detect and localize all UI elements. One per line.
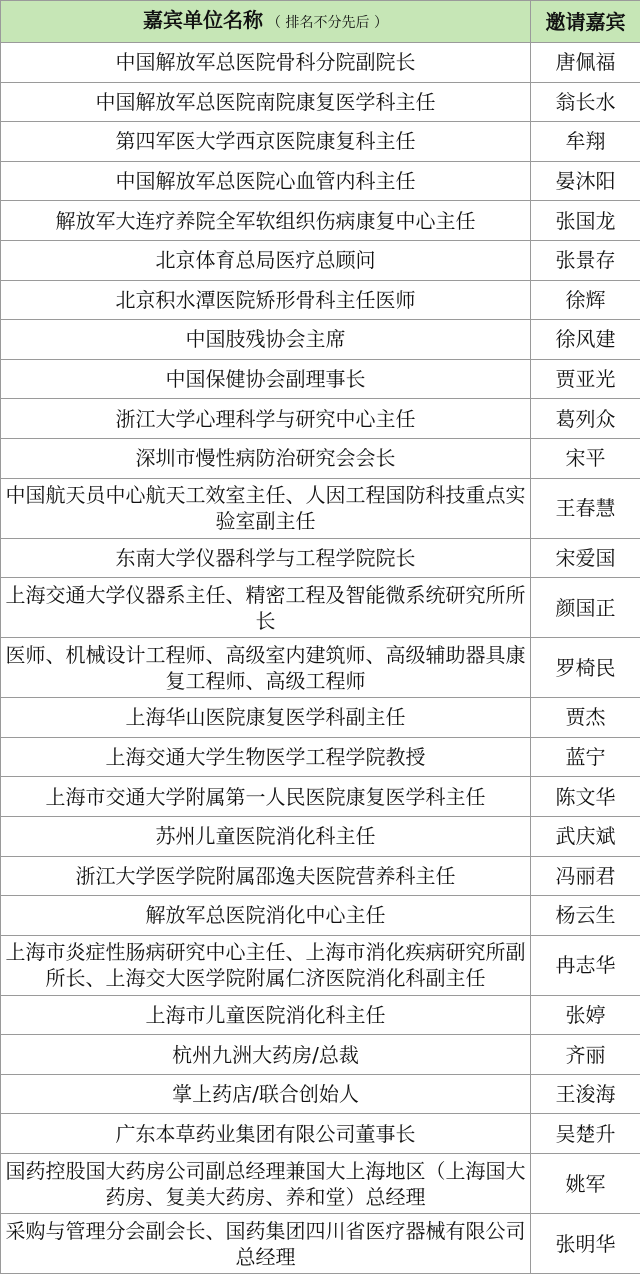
table-row xyxy=(1,122,640,162)
org-cell: 北京积水潭医院矫形骨科主任医师 xyxy=(1,280,531,320)
guest-name-cell: 张国龙 xyxy=(531,201,640,241)
table-row xyxy=(1,777,640,817)
table-row xyxy=(1,43,640,83)
guest-name-cell: 翁长水 xyxy=(531,82,640,122)
guest-name-cell: 杨云生 xyxy=(531,896,640,936)
guest-name-cell: 武庆斌 xyxy=(531,816,640,856)
org-cell: 中国解放军总医院南院康复医学科主任 xyxy=(1,82,531,122)
org-cell: 苏州儿童医院消化科主任 xyxy=(1,816,531,856)
org-header-label: 嘉宾单位名称 xyxy=(143,8,264,32)
guest-name-cell: 唐佩福 xyxy=(531,43,640,83)
org-cell: 浙江大学医学院附属邵逸夫医院营养科主任 xyxy=(1,856,531,896)
guest-name-cell: 蓝宁 xyxy=(531,737,640,777)
org-cell: 医师、机械设计工程师、高级室内建筑师、高级辅助器具康复工程师、高级工程师 xyxy=(1,638,531,698)
guest-name-cell: 颜国正 xyxy=(531,578,640,638)
table-row xyxy=(1,280,640,320)
table-row xyxy=(1,538,640,578)
table-row xyxy=(1,320,640,360)
table-row xyxy=(1,359,640,399)
table-row xyxy=(1,399,640,439)
guest-name-cell: 牟翔 xyxy=(531,122,640,162)
table-row xyxy=(1,816,640,856)
table-row xyxy=(1,478,640,538)
table-row xyxy=(1,638,640,698)
guest-name-cell: 贾杰 xyxy=(531,698,640,738)
org-cell: 广东本草药业集团有限公司董事长 xyxy=(1,1114,531,1154)
guest-name-cell: 宋爱国 xyxy=(531,538,640,578)
org-cell: 中国保健协会副理事长 xyxy=(1,359,531,399)
guest-name-cell: 冉志华 xyxy=(531,935,640,995)
guest-name-cell: 葛列众 xyxy=(531,399,640,439)
org-cell: 北京体育总局医疗总顾问 xyxy=(1,240,531,280)
org-cell: 上海交通大学仪器系主任、精密工程及智能微系统研究所所长 xyxy=(1,578,531,638)
org-cell: 第四军医大学西京医院康复科主任 xyxy=(1,122,531,162)
org-cell: 采购与管理分会副会长、国药集团四川省医疗器械有限公司总经理 xyxy=(1,1214,531,1274)
org-cell: 解放军大连疗养院全军软组织伤病康复中心主任 xyxy=(1,201,531,241)
table-row xyxy=(1,856,640,896)
guest-name-cell: 姚军 xyxy=(531,1154,640,1214)
table-row xyxy=(1,82,640,122)
org-cell: 中国航天员中心航天工效室主任、人因工程国防科技重点实验室副主任 xyxy=(1,478,531,538)
org-cell: 浙江大学心理科学与研究中心主任 xyxy=(1,399,531,439)
org-cell: 东南大学仪器科学与工程学院院长 xyxy=(1,538,531,578)
table-row xyxy=(1,201,640,241)
guest-name-cell: 张明华 xyxy=(531,1214,640,1274)
org-cell: 上海市交通大学附属第一人民医院康复医学科主任 xyxy=(1,777,531,817)
table-row xyxy=(1,1154,640,1214)
table-row xyxy=(1,438,640,478)
table-row xyxy=(1,1074,640,1114)
guest-name-cell: 冯丽君 xyxy=(531,856,640,896)
org-cell: 国药控股国大药房公司副总经理兼国大上海地区（上海国大药房、复美大药房、养和堂）总经理 xyxy=(1,1154,531,1214)
table-row xyxy=(1,578,640,638)
table-row xyxy=(1,1114,640,1154)
guest-name-cell: 齐丽 xyxy=(531,1035,640,1075)
guest-name-cell: 晏沐阳 xyxy=(531,161,640,201)
org-cell: 中国解放军总医院心血管内科主任 xyxy=(1,161,531,201)
guest-name-cell: 王春慧 xyxy=(531,478,640,538)
org-cell: 上海市儿童医院消化科主任 xyxy=(1,995,531,1035)
table-row xyxy=(1,698,640,738)
org-column-header xyxy=(1,1,531,43)
table-row xyxy=(1,995,640,1035)
guest-name-cell: 张景存 xyxy=(531,240,640,280)
guest-name-cell: 徐风建 xyxy=(531,320,640,360)
guest-name-cell: 宋平 xyxy=(531,438,640,478)
table-row xyxy=(1,935,640,995)
org-cell: 中国肢残协会主席 xyxy=(1,320,531,360)
name-column-header: 邀请嘉宾 xyxy=(531,1,640,43)
org-cell: 上海市炎症性肠病研究中心主任、上海市消化疾病研究所副所长、上海交大医学院附属仁济医院消化科副主任 xyxy=(1,935,531,995)
org-cell: 掌上药店/联合创始人 xyxy=(1,1074,531,1114)
org-cell: 中国解放军总医院骨科分院副院长 xyxy=(1,43,531,83)
guest-name-cell: 陈文华 xyxy=(531,777,640,817)
guest-name-cell: 贾亚光 xyxy=(531,359,640,399)
guest-name-cell: 罗椅民 xyxy=(531,638,640,698)
org-cell: 杭州九洲大药房/总裁 xyxy=(1,1035,531,1075)
table-row xyxy=(1,1214,640,1274)
org-cell: 解放军总医院消化中心主任 xyxy=(1,896,531,936)
guest-name-cell: 张婷 xyxy=(531,995,640,1035)
table-row xyxy=(1,240,640,280)
table-row xyxy=(1,896,640,936)
guest-name-cell: 王浚海 xyxy=(531,1074,640,1114)
org-header-note: （ 排名不分先后 ） xyxy=(267,15,388,31)
table-row xyxy=(1,737,640,777)
table-row xyxy=(1,161,640,201)
guest-name-cell: 徐辉 xyxy=(531,280,640,320)
table-header-row xyxy=(1,1,640,43)
org-cell: 深圳市慢性病防治研究会会长 xyxy=(1,438,531,478)
table-row xyxy=(1,1035,640,1075)
guest-name-cell: 吴楚升 xyxy=(531,1114,640,1154)
org-cell: 上海交通大学生物医学工程学院教授 xyxy=(1,737,531,777)
org-cell: 上海华山医院康复医学科副主任 xyxy=(1,698,531,738)
